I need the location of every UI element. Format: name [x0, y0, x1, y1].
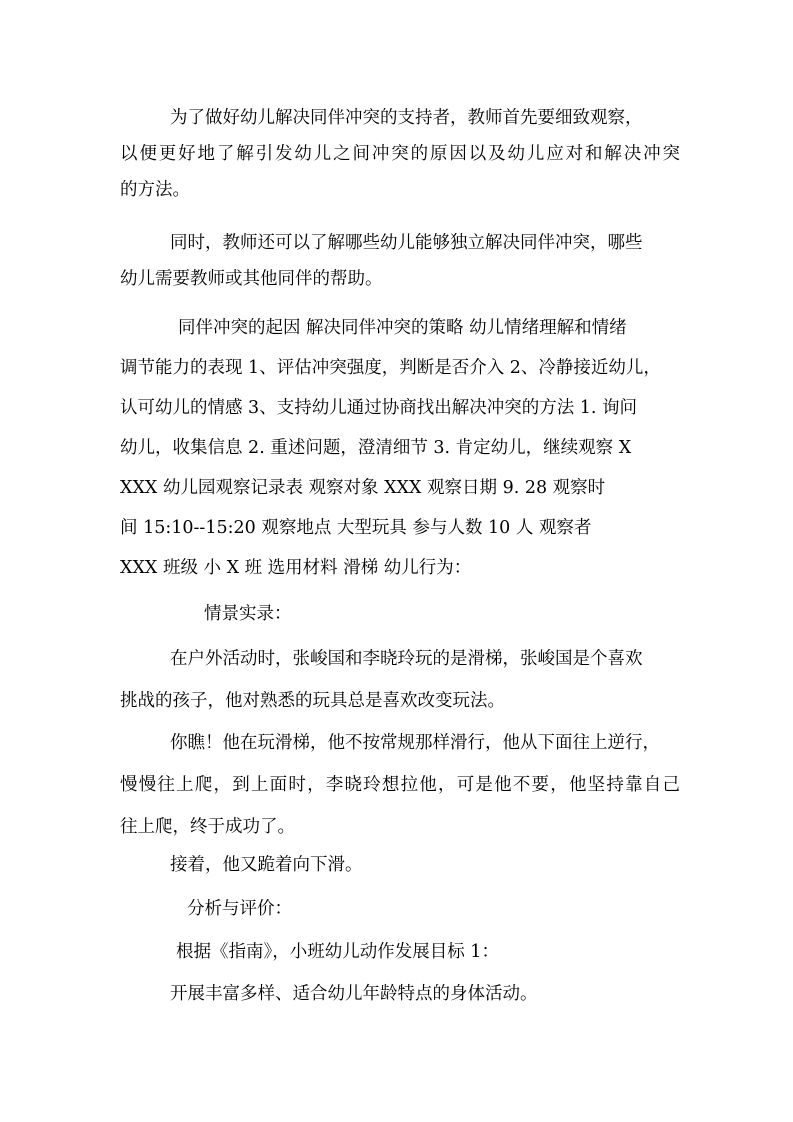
- paragraph: [120, 596, 680, 632]
- paragraph: [120, 976, 680, 1012]
- text-line: 情景实录：: [204, 604, 292, 624]
- paragraph: [120, 641, 680, 719]
- text-line: 你瞧！他在玩滑梯，他不按常规那样滑行，他从下面往上逆行，: [170, 733, 660, 753]
- text-line: 为了做好幼儿解决同伴冲突的支持者，教师首先要细致观察，: [170, 108, 643, 128]
- text-line: 慢慢往上爬，到上面时，李晓玲想拉他，可是他不要，他坚持靠自己: [120, 775, 680, 795]
- text-line: 以便更好地了解引发幼儿之间冲突的原因以及幼儿应对和解决冲突: [120, 144, 680, 164]
- text-line: XXX 幼儿园观察记录表 观察对象 XXX 观察日期 9. 28 观察时: [120, 478, 606, 498]
- text-line: 间 15:10--15:20 观察地点 大型玩具 参与人数 10 人 观察者: [120, 518, 592, 538]
- text-line: 往上爬，终于成功了。: [120, 817, 295, 837]
- paragraph: [120, 310, 680, 586]
- text-line: 分析与评价：: [187, 899, 292, 919]
- text-line: 幼儿需要教师或其他同伴的帮助。: [120, 269, 383, 289]
- text-line: 调节能力的表现 1、评估冲突强度，判断是否介入 2、冷静接近幼儿，: [120, 358, 661, 378]
- paragraph: [120, 725, 680, 845]
- text-line: 同伴冲突的起因 解决同伴冲突的策略 幼儿情绪理解和情绪: [178, 318, 627, 338]
- paragraph: [120, 891, 680, 927]
- text-line: 的方法。: [120, 180, 190, 200]
- paragraph: [120, 934, 680, 970]
- text-line: 根据《指南》，小班幼儿动作发展目标 1：: [176, 942, 499, 962]
- text-line: 认可幼儿的情感 3、支持幼儿通过协商找出解决冲突的方法 1. 询问: [120, 398, 638, 418]
- text-line: 同时，教师还可以了解哪些幼儿能够独立解决同伴冲突，哪些: [170, 233, 643, 253]
- text-line: 在户外活动时，张峻国和李晓玲玩的是滑梯，张峻国是个喜欢: [170, 649, 643, 669]
- text-line: XXX 班级 小 X 班 选用材料 滑梯 幼儿行为：: [120, 558, 472, 578]
- text-line: 幼儿，收集信息 2. 重述问题，澄清细节 3. 肯定幼儿，继续观察 X: [120, 438, 632, 458]
- paragraph: [120, 847, 680, 883]
- text-line: 挑战的孩子，他对熟悉的玩具总是喜欢改变玩法。: [120, 691, 505, 711]
- text-line: 开展丰富多样、适合幼儿年龄特点的身体活动。: [170, 984, 538, 1004]
- paragraph: [120, 225, 680, 297]
- text-line: 接着，他又跪着向下滑。: [170, 855, 363, 875]
- paragraph: [120, 100, 680, 208]
